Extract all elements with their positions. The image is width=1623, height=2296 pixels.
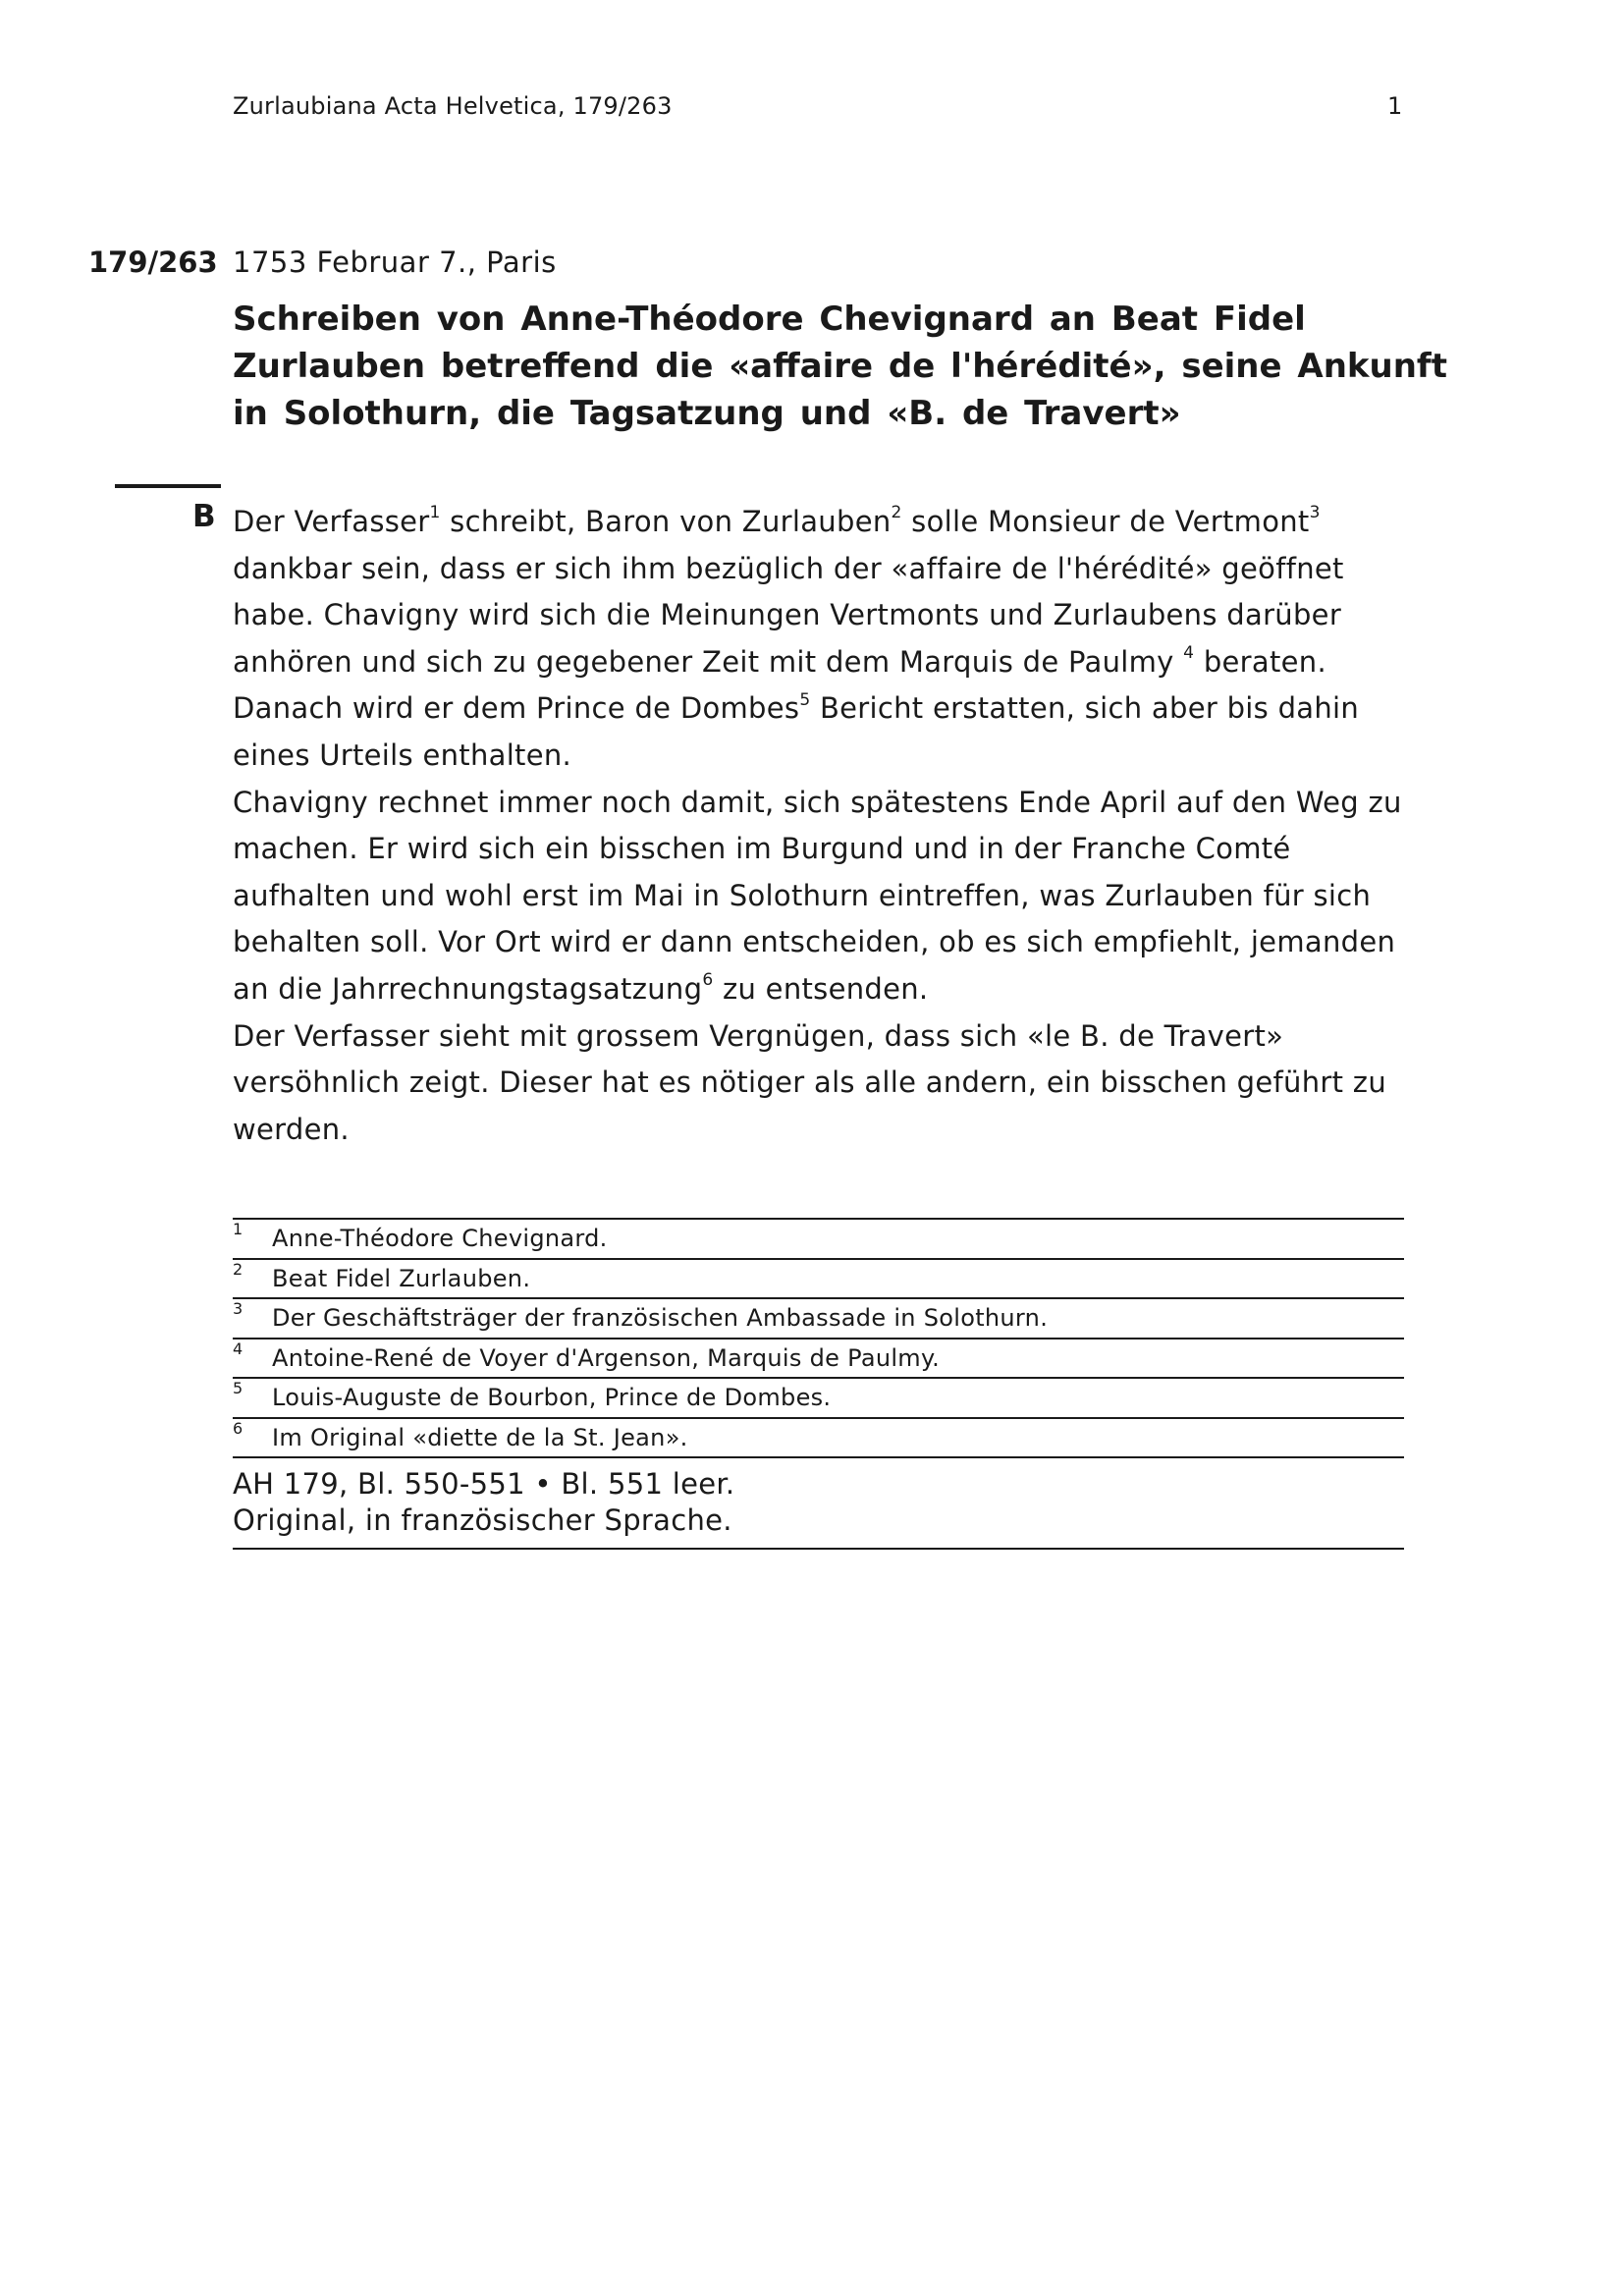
footnote-number: 6 [233, 1418, 243, 1438]
body-line: machen. Er wird sich ein bisschen im Burgund und in der Franche Comté [233, 832, 1291, 866]
footnote-item [233, 1260, 1404, 1300]
body-line: Chavigny rechnet immer noch damit, sich spätestens Ende April auf den Weg zu [233, 785, 1402, 819]
body-text-run: anhören und sich zu gegebener Zeit mit dem Marquis de Paulmy [233, 644, 1184, 679]
body-text-run: schreibt, Baron von Zurlauben [440, 505, 892, 538]
abstract-body [233, 499, 1411, 1153]
footnote-ref[interactable]: 6 [702, 970, 714, 991]
body-line: eines Urteils enthalten. [233, 738, 572, 772]
footnote-number: 2 [233, 1259, 243, 1279]
body-line: versöhnlich zeigt. Dieser hat es nötiger als alle andern, ein bisschen geführt zu [233, 1066, 1387, 1100]
footnote-number: 5 [233, 1379, 243, 1397]
title-line: Schreiben von Anne-Théodore Chevignard an Beat Fidel [233, 300, 1306, 339]
body-text-run: beraten. [1194, 644, 1326, 679]
footnote-ref[interactable]: 4 [1183, 643, 1195, 664]
body-text-run: solle Monsieur de Vertmont [901, 505, 1310, 538]
body-text-run: Danach wird er dem Prince de Dombes [233, 691, 800, 726]
footnote-item [233, 1339, 1404, 1380]
body-line: aufhalten und wohl erst im Mai in Solothurn eintreffen, was Zurlauben für sich [233, 878, 1372, 912]
source-line: AH 179, Bl. 550-551 • Bl. 551 leer. [233, 1467, 735, 1501]
footnote-item [233, 1419, 1404, 1459]
footnote-text: Beat Fidel Zurlauben. [272, 1264, 531, 1292]
date-place: 1753 Februar 7., Paris [233, 246, 557, 279]
title-line: Zurlauben betreffend die «affaire de l'hérédité», seine Ankunft [233, 347, 1447, 386]
footnote-ref[interactable]: 1 [429, 503, 441, 523]
body-line [233, 685, 1411, 733]
body-line: dankbar sein, dass er sich ihm bezüglich der «affaire de l'hérédité» geöffnet [233, 551, 1344, 585]
document-id: 179/263 [88, 246, 218, 279]
footnote-text: Anne-Théodore Chevignard. [272, 1225, 608, 1252]
footnote-ref[interactable]: 2 [891, 503, 902, 523]
footnote-ref[interactable]: 5 [799, 689, 811, 710]
running-head: Zurlaubiana Acta Helvetica, 179/263 [233, 92, 673, 120]
section-divider [115, 484, 221, 488]
footnotes-list [233, 1218, 1404, 1458]
body-text-run: Der Verfasser [233, 505, 430, 538]
title-line: in Solothurn, die Tagsatzung und «B. de Travert» [233, 394, 1181, 433]
body-line: habe. Chavigny wird sich die Meinungen Vertmonts und Zurlaubens darüber [233, 598, 1342, 632]
body-line: behalten soll. Vor Ort wird er dann entscheiden, ob es sich empfiehlt, jemanden [233, 925, 1396, 959]
footnote-text: Der Geschäftsträger der französischen Ambassade in Solothurn. [272, 1304, 1049, 1332]
footnote-item [233, 1220, 1404, 1260]
page-number: 1 [1387, 92, 1403, 120]
footnote-number: 4 [233, 1339, 243, 1358]
footnote-text: Antoine-René de Voyer d'Argenson, Marquis de Paulmy. [272, 1343, 940, 1372]
body-line: Der Verfasser sieht mit grossem Vergnügen, dass sich «le B. de Travert» [233, 1018, 1284, 1053]
footnote-item [233, 1379, 1404, 1419]
footnote-number: 1 [233, 1220, 243, 1238]
footnote-text: Im Original «diette de la St. Jean». [272, 1423, 688, 1451]
footnote-ref[interactable]: 3 [1309, 503, 1321, 523]
source-note [233, 1466, 1404, 1550]
body-line [233, 639, 1411, 686]
document-title [233, 296, 1447, 437]
body-line [233, 499, 1411, 546]
footnote-text: Louis-Auguste de Bourbon, Prince de Dombes. [272, 1384, 832, 1411]
body-line [233, 966, 1411, 1013]
section-marker: B [192, 499, 216, 534]
footnote-number: 3 [233, 1299, 243, 1318]
body-text-run: Bericht erstatten, sich aber bis dahin [810, 691, 1360, 726]
body-line: werden. [233, 1112, 350, 1146]
body-text-run: zu entsenden. [713, 971, 929, 1006]
body-text-run: an die Jahrrechnungstagsatzung [233, 971, 703, 1006]
footnote-item [233, 1299, 1404, 1339]
source-line: Original, in französischer Sprache. [233, 1503, 732, 1537]
